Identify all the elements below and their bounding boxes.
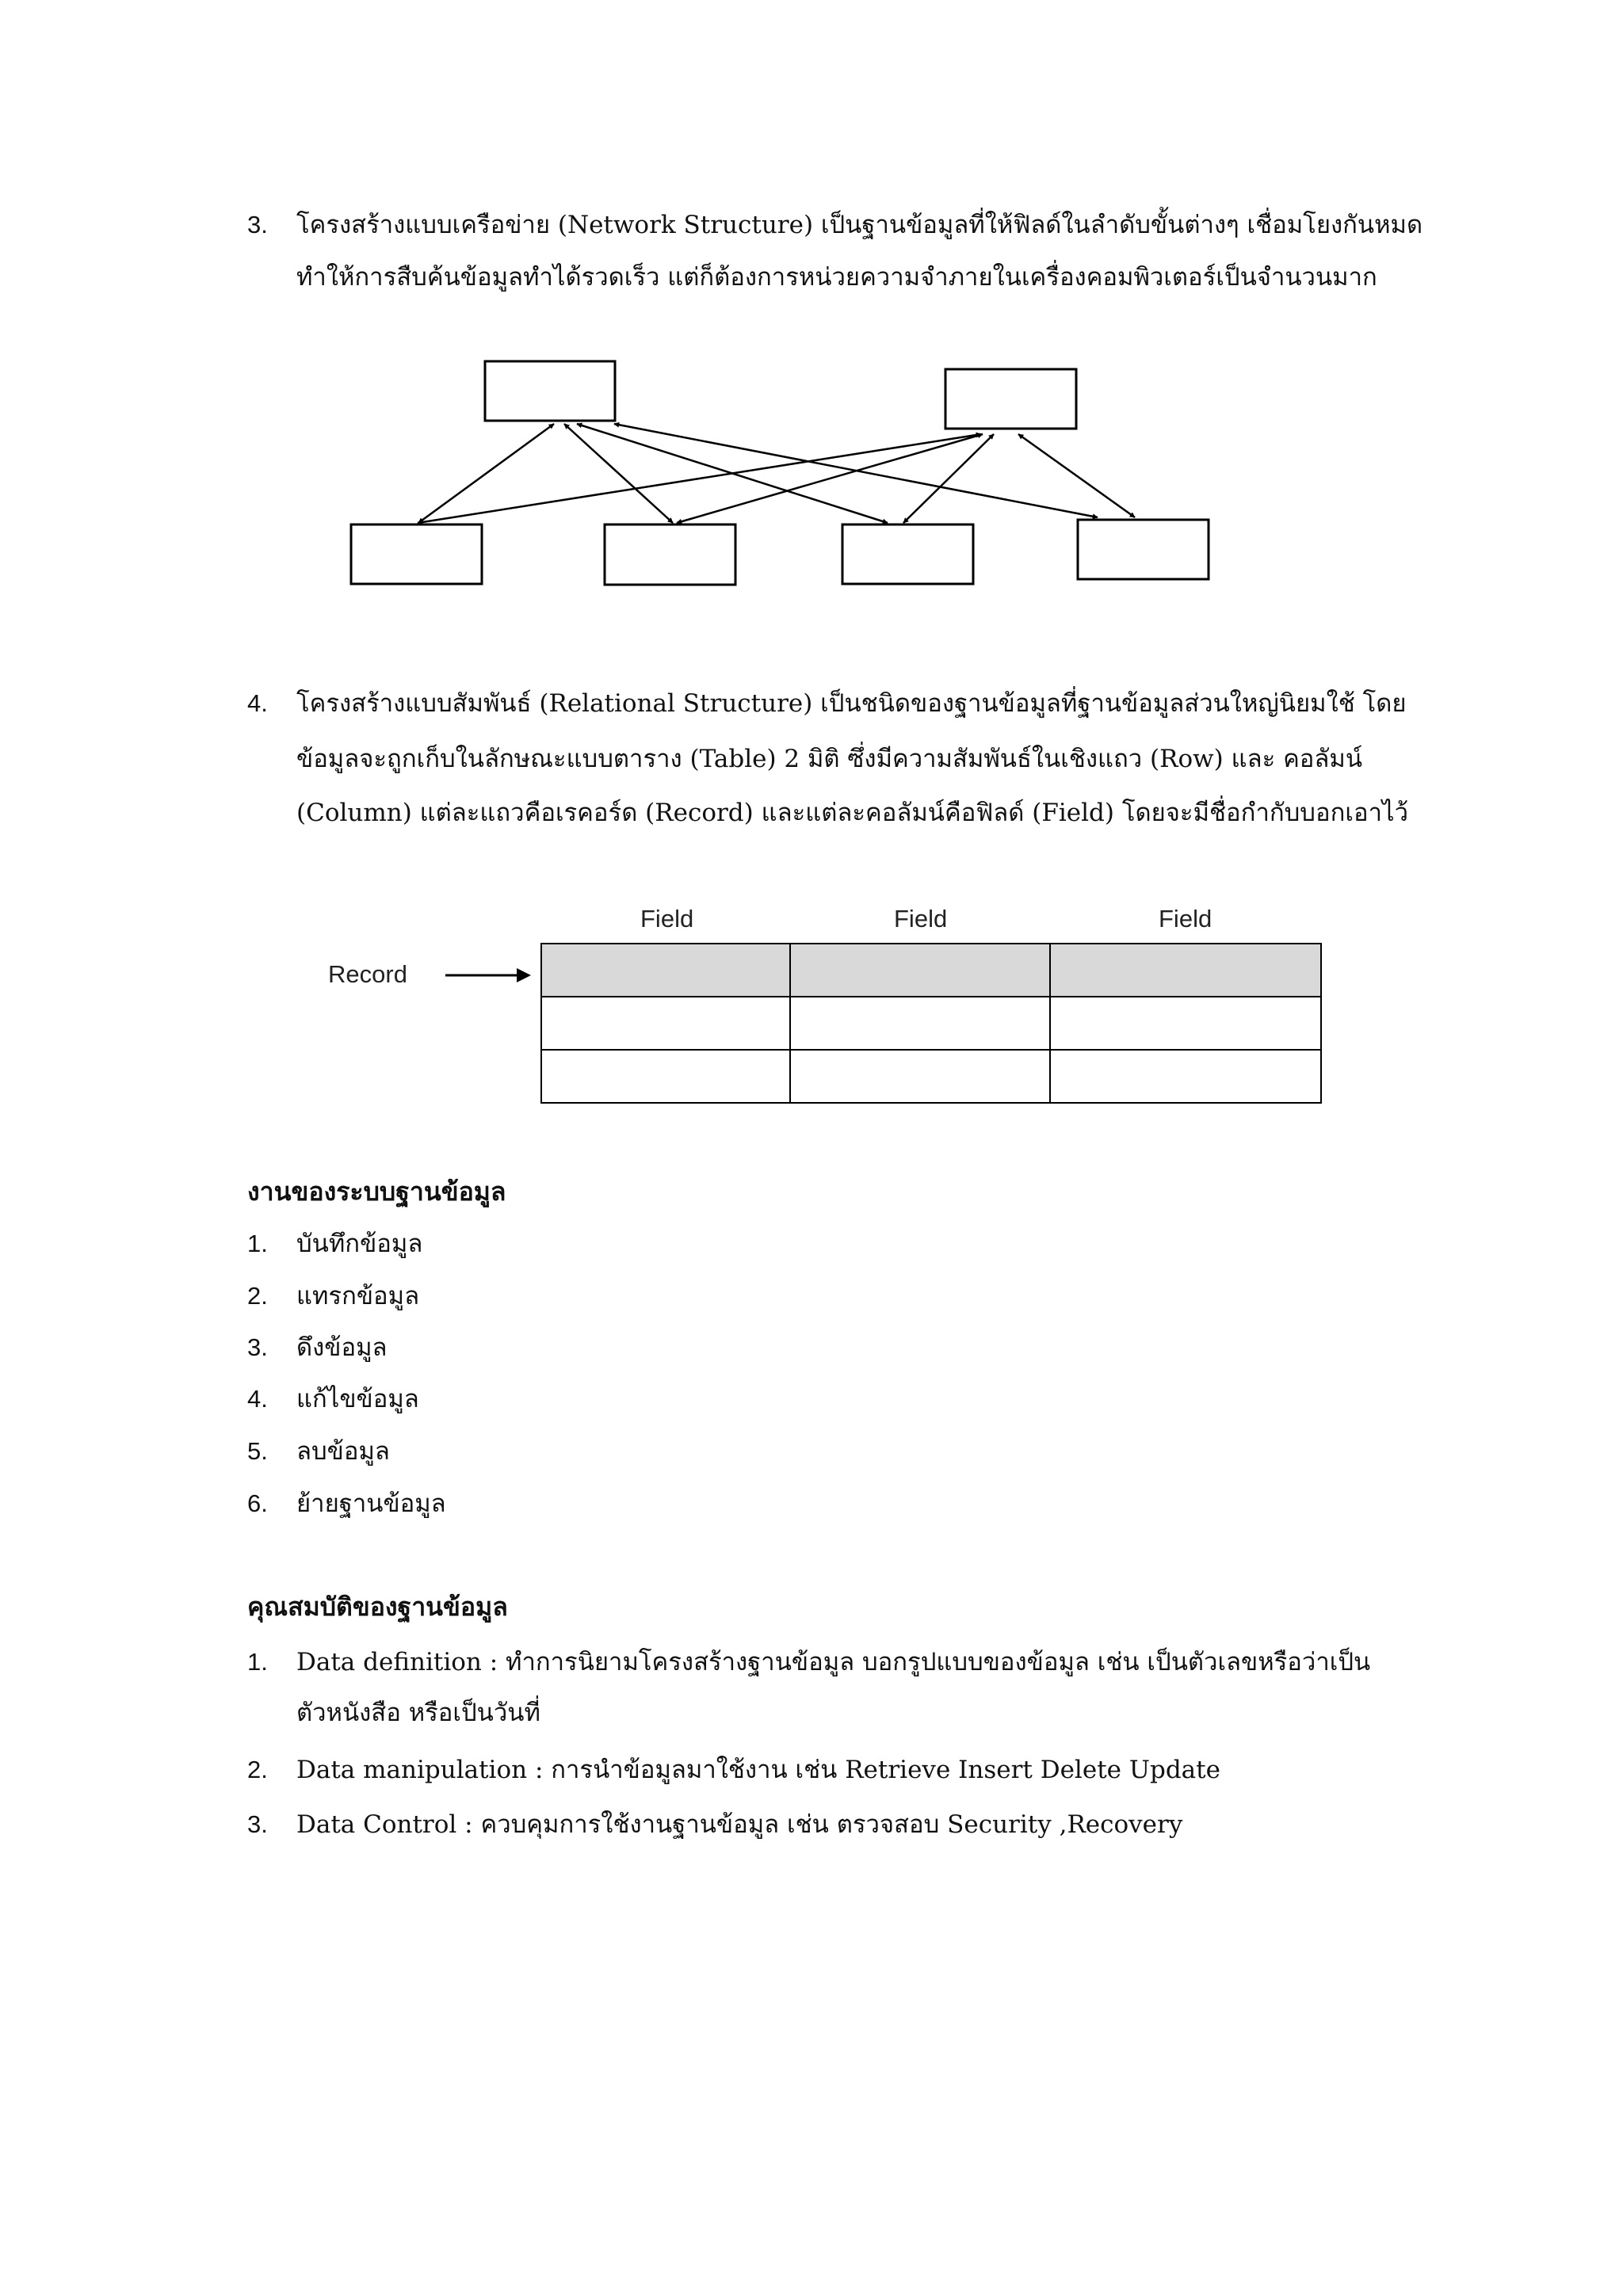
db-task-text: ย้ายฐานข้อมูล (296, 1489, 446, 1518)
table-cell (541, 997, 790, 1050)
table-cell (790, 1050, 1050, 1103)
field-label-1: Field (640, 905, 694, 933)
db-task-number: 5. (247, 1437, 268, 1465)
db-task-text: ลบข้อมูล (296, 1437, 390, 1466)
network-parent-box-2 (945, 369, 1076, 429)
field-label-2: Field (894, 905, 948, 933)
section4-line2: ข้อมูลจะถูกเก็บในลักษณะแบบตาราง (Table) 2 มิติ ซึ่งมีความสัมพันธ์ในเชิงแถว (Row) และ คอลัมน์ (296, 745, 1363, 773)
table-cell (541, 944, 790, 997)
section4-line1: โครงสร้างแบบสัมพันธ์ (Relational Structure) เป็นชนิดของฐานข้อมูลที่ฐานข้อมูลส่วนใหญ่นิยมใช้ โดย (296, 689, 1407, 718)
network-child-box-3 (842, 524, 973, 584)
record-label: Record (328, 960, 407, 988)
network-link (903, 434, 994, 523)
table-row (541, 997, 1321, 1050)
db-task-number: 6. (247, 1489, 268, 1517)
db-property-line1: Data manipulation : การนำข้อมูลมาใช้งาน เช่น Retrieve Insert Delete Update (296, 1756, 1220, 1784)
relational-table (540, 943, 1322, 1104)
table-cell (1050, 1050, 1321, 1103)
db-property-line1: Data Control : ควบคุมการใช้งานฐานข้อมูล เช่น ตรวจสอบ Security ,Recovery (296, 1810, 1183, 1839)
db-task-number: 4. (247, 1385, 268, 1413)
db-task-number: 1. (247, 1230, 268, 1257)
network-link (418, 424, 554, 523)
db-property-number: 2. (247, 1756, 268, 1783)
section3-line2: ทำให้การสืบค้นข้อมูลทำได้รวดเร็ว แต่ก็ต้องการหน่วยความจำภายในเครื่องคอมพิวเตอร์เป็นจำนวนมาก (296, 263, 1377, 292)
network-child-box-2 (605, 524, 735, 585)
db-task-text: แก้ไขข้อมูล (296, 1385, 419, 1413)
network-link (564, 424, 673, 523)
db-task-text: ดึงข้อมูล (296, 1333, 388, 1362)
db-task-number: 2. (247, 1282, 268, 1310)
db-property-line2: ตัวหนังสือ หรือเป็นวันที่ (296, 1699, 540, 1727)
network-link (677, 434, 983, 523)
table-row (541, 944, 1321, 997)
table-cell (1050, 997, 1321, 1050)
db-property-line1: Data definition : ทำการนิยามโครงสร้างฐานข้อมูล บอกรูปแบบของข้อมูล เช่น เป็นตัวเลขหรือว่าเป็น (296, 1648, 1371, 1676)
db-task-text: บันทึกข้อมูล (296, 1230, 423, 1258)
field-label-3: Field (1159, 905, 1212, 933)
db-properties-heading: คุณสมบัติของฐานข้อมูล (247, 1592, 508, 1622)
table-cell (790, 944, 1050, 997)
db-task-number: 3. (247, 1333, 268, 1361)
db-property-number: 3. (247, 1810, 268, 1838)
network-parent-box-1 (485, 361, 615, 421)
db-tasks-heading: งานของระบบฐานข้อมูล (247, 1177, 506, 1207)
network-child-box-4 (1078, 520, 1209, 579)
table-cell (790, 997, 1050, 1050)
table-cell (1050, 944, 1321, 997)
db-task-text: แทรกข้อมูล (296, 1282, 420, 1310)
network-child-box-1 (351, 524, 482, 584)
section3-line1: โครงสร้างแบบเครือข่าย (Network Structure) เป็นฐานข้อมูลที่ให้ฟิลด์ในลำดับขั้นต่างๆ เชื่อมโยงกันหมด (296, 211, 1423, 239)
record-arrow-head (517, 968, 531, 982)
table-cell (541, 1050, 790, 1103)
section3-number: 3. (247, 211, 268, 238)
section4-number: 4. (247, 689, 268, 717)
section4-line3: (Column) แต่ละแถวคือเรคอร์ด (Record) และแต่ละคอลัมน์คือฟิลด์ (Field) โดยจะมีชื่อกำกับบอกเอาไว้ (296, 799, 1408, 827)
table-row (541, 1050, 1321, 1103)
db-property-number: 1. (247, 1648, 268, 1676)
